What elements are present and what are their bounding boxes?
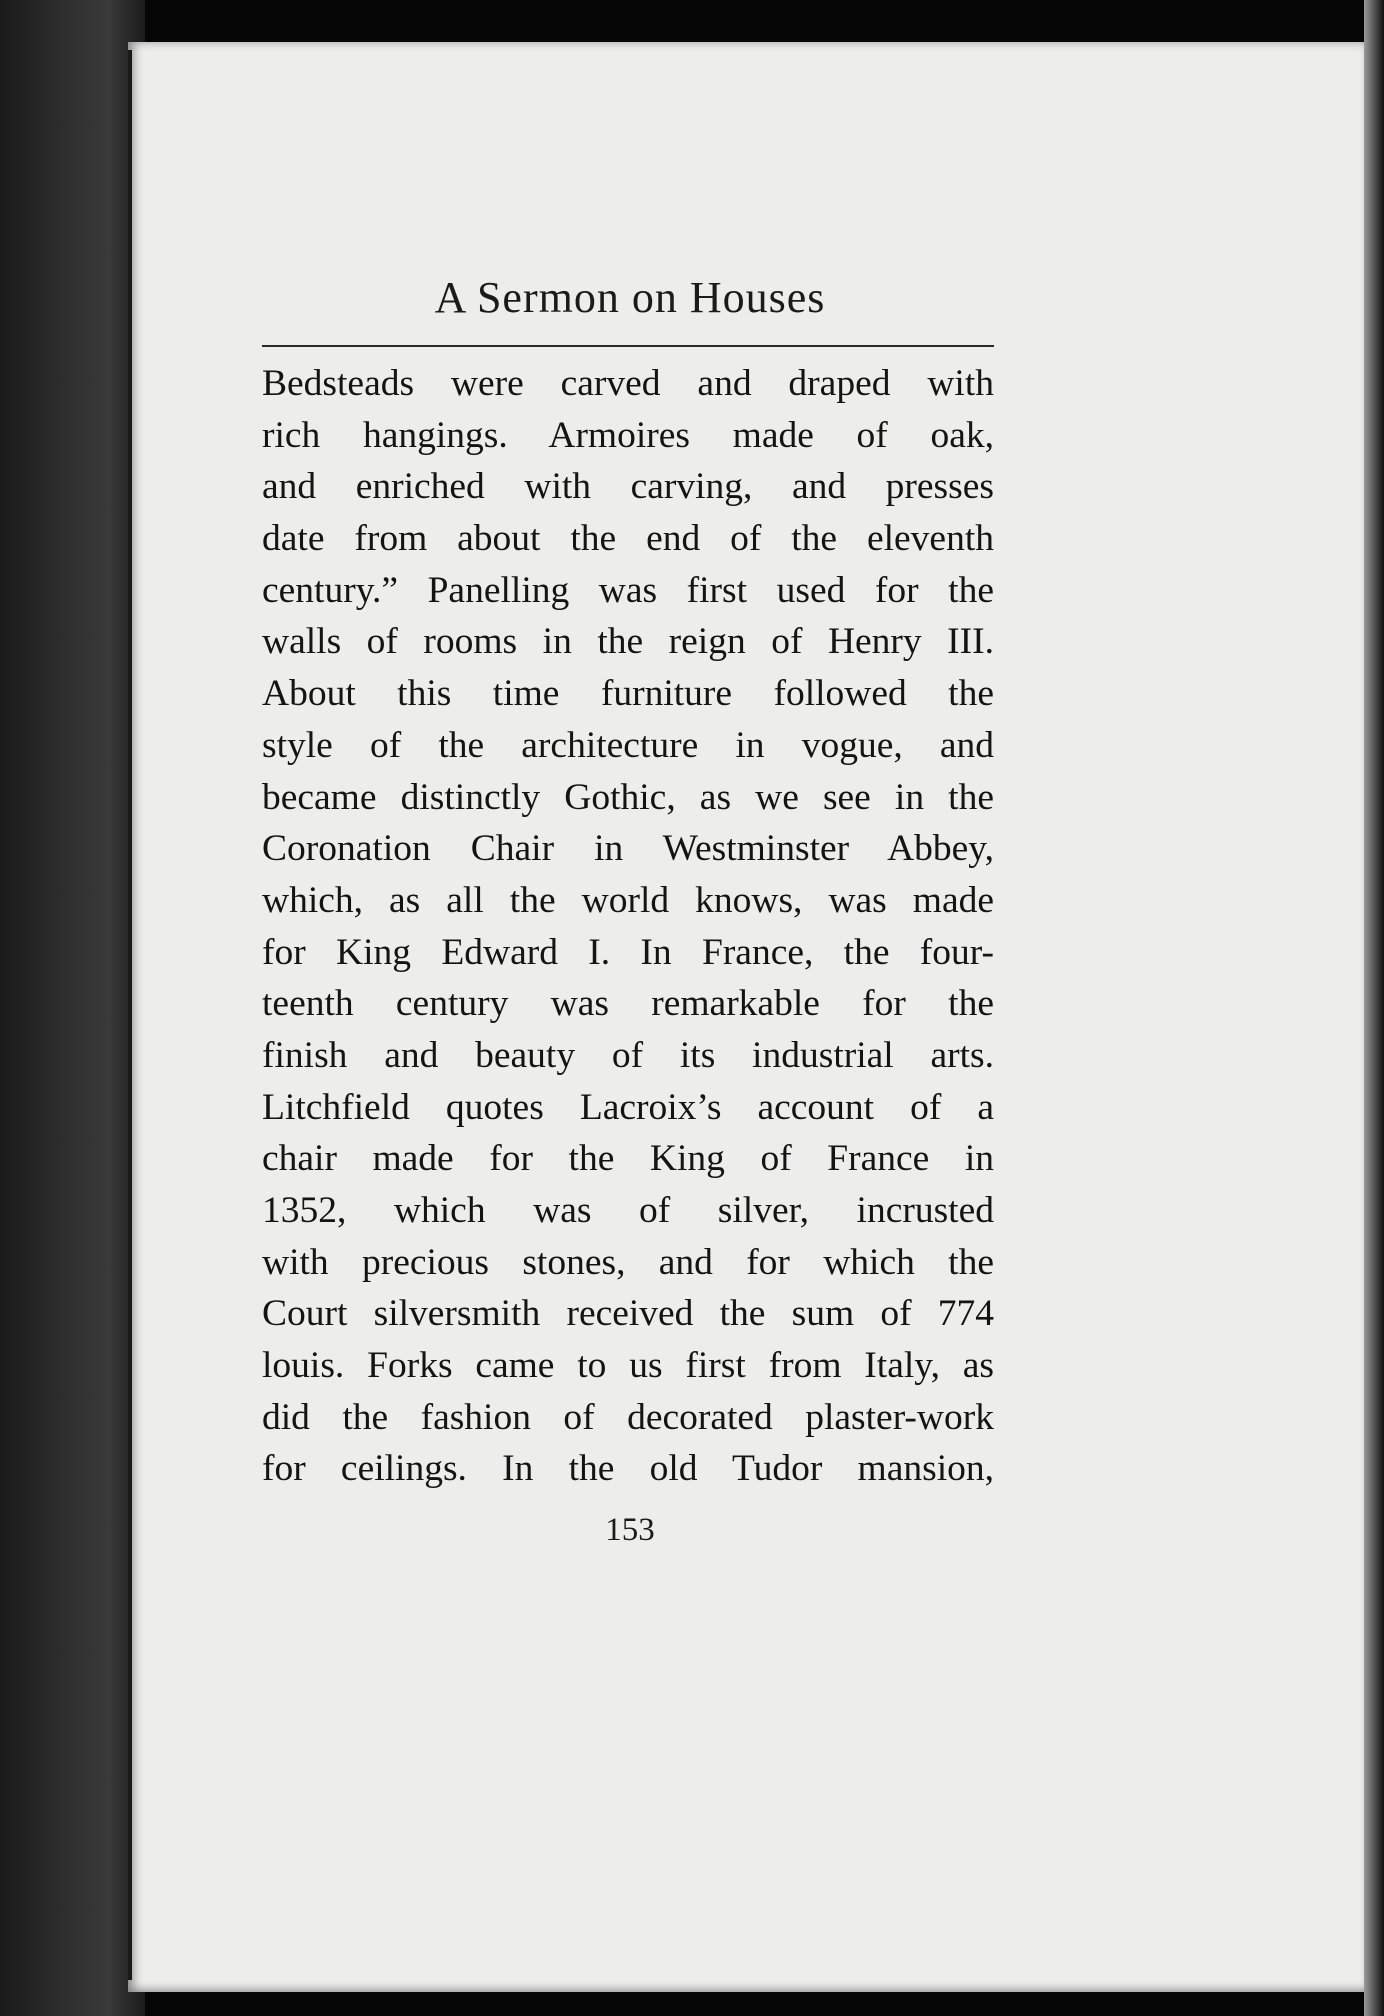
text-line: louis. Forks came to us first from Italy, as: [262, 1345, 994, 1387]
text-line: Bedsteads were carved and draped with: [262, 363, 994, 404]
text-line: teenth century was remarkable for the: [262, 983, 994, 1025]
text-line: with precious stones, and for which the: [262, 1241, 994, 1283]
text-line: century.” Panelling was first used for the: [262, 569, 994, 611]
page-edge-rule: [128, 50, 132, 1980]
text-line: Court silversmith received the sum of 774: [262, 1293, 994, 1335]
text-line: style of the architecture in vogue, and: [262, 724, 994, 766]
text-line: and enriched with carving, and presses: [262, 466, 994, 508]
text-line: finish and beauty of its industrial arts.: [262, 1034, 994, 1076]
text-line: Litchfield quotes Lacroix’s account of a: [262, 1086, 994, 1128]
running-head: A Sermon on Houses: [434, 273, 826, 322]
text-line: walls of rooms in the reign of Henry III.: [262, 621, 994, 663]
text-line: Coronation Chair in Westminster Abbey,: [262, 828, 994, 870]
text-line: for ceilings. In the old Tudor mansion,: [262, 1448, 994, 1490]
text-line: chair made for the King of France in: [262, 1138, 994, 1180]
body-text: [262, 358, 994, 1495]
page-number: 153: [605, 1512, 655, 1548]
text-line: rich hangings. Armoires made of oak,: [262, 414, 994, 456]
text-line: for King Edward I. In France, the four-: [262, 931, 994, 973]
text-line: did the fashion of decorated plaster-work: [262, 1396, 994, 1438]
header-rule: [262, 345, 994, 347]
text-line: date from about the end of the eleventh: [262, 518, 994, 560]
text-line: which, as all the world knows, was made: [262, 879, 994, 921]
text-line: 1352, which was of silver, incrusted: [262, 1190, 994, 1231]
book-spine: [0, 0, 145, 2016]
right-page-edge: [1364, 0, 1384, 2016]
text-line: About this time furniture followed the: [262, 673, 994, 715]
text-line: became distinctly Gothic, as we see in the: [262, 776, 994, 818]
